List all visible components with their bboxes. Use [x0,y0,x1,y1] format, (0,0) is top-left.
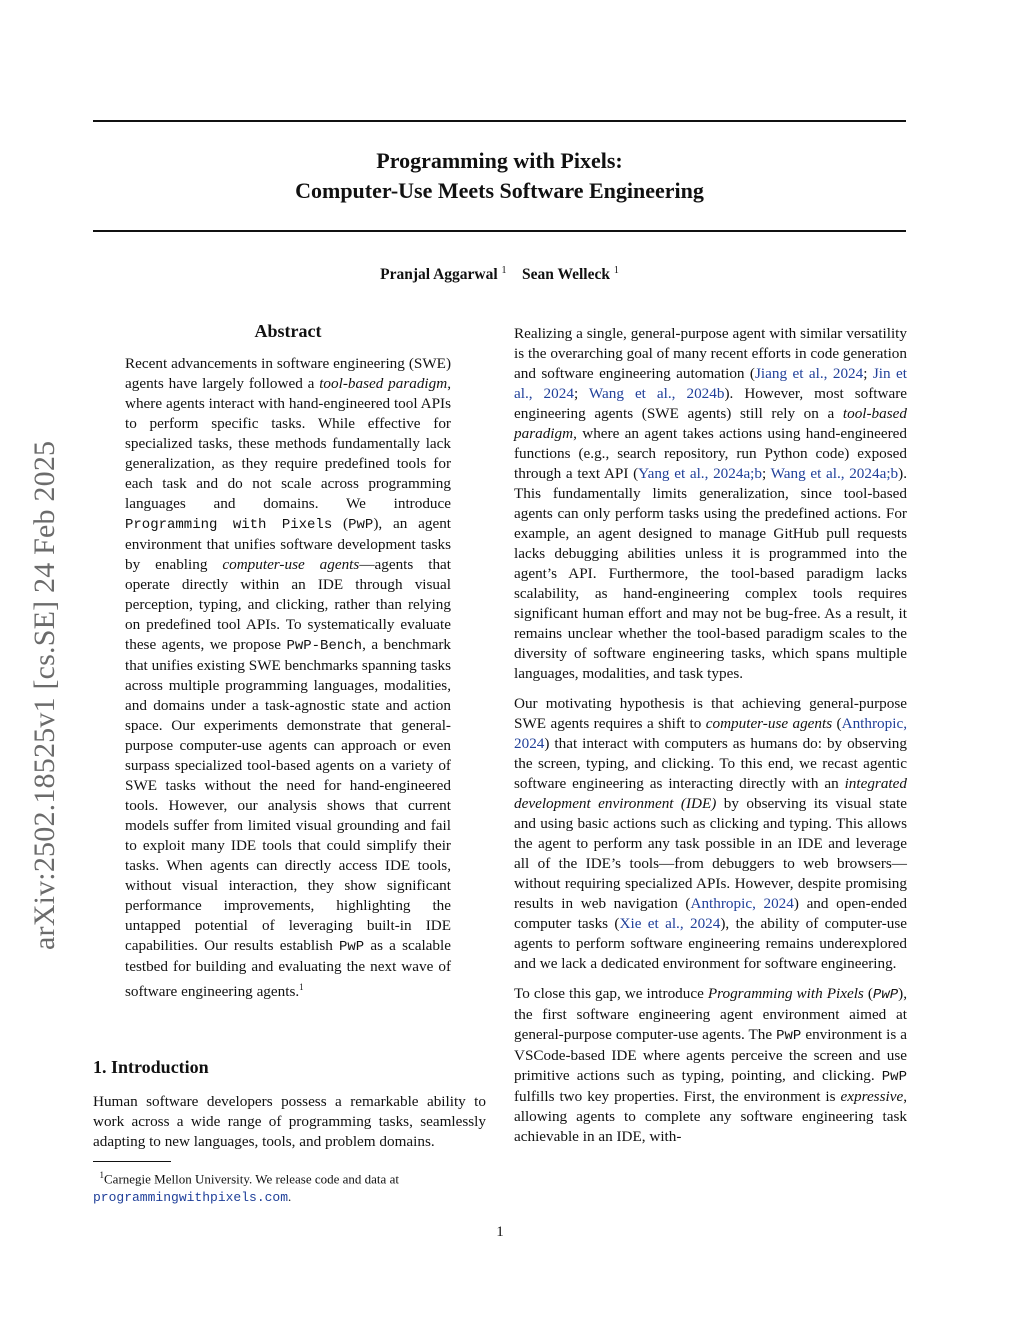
paragraph: Our motivating hypothesis is that achieving general-purpose SWE agents requires a shift to computer-use agents (Anthropic, 2024) that interact with computers as humans do: by observing the screen, typing, and clicking. To this end, we recast agentic software engineering as interacting directly with an integrated development environment (IDE) by observing its visual state and using basic actions such as clicking and typing. This allows the agent to perform any task possible in an IDE and leverage all of the IDE’s tools—from debuggers to web browsers—without requiring specialized APIs. However, despite promising results in web navigation (Anthropic, 2024) and open-ended computer tasks (Xie et al., 2024), the ability of computer-use agents to perform software engineering remains underexplored and we lack a dedicated environment for software engineering. [514,695,908,972]
intro-paragraph: Human software developers possess a remarkable ability to work across a wide range of programming tasks, seamlessly adapting to new languages, tools, and problem domains. [93,1093,486,1150]
author-list [93,265,906,284]
affiliation-mark: 1 [501,265,507,276]
footnote-rule [93,1161,171,1162]
title-rule-top [93,120,906,122]
citation-link[interactable]: Jin et al., 2024 [514,365,908,402]
abstract-heading: Abstract [254,321,322,341]
citation-link[interactable]: Wang et al., 2024a;b [770,465,899,482]
author-name: Sean Welleck [522,266,610,284]
project-url-link[interactable]: programmingwithpixels.com [93,1190,289,1206]
author-name: Pranjal Aggarwal [380,266,498,284]
affiliation-mark: 1 [613,265,619,276]
footnote-ref: 1 [299,982,304,992]
page-number: 1 [496,1224,504,1240]
citation-link[interactable]: Xie et al., 2024 [619,915,721,932]
citation-link[interactable]: Anthropic, 2024 [690,895,794,912]
paper-title [93,146,906,206]
abstract-body: Recent advancements in software engineering (SWE) agents have largely followed a tool-based paradigm, where agents interact with hand-engineered tool APIs to perform specific tasks. While effective for specialized tasks, these methods fundamentally lack generalization, as they require predefined tools for each task and do not scale across programming languages and domains. We introduce Programming with Pixels (PwP), an agent environment that unifies software development tasks by enabling computer-use agents—agents that operate directly within an IDE through visual perception, typing, and clicking, rather than relying on predefined tool APIs. To systematically evaluate these agents, we propose PwP-Bench, a benchmark that unifies existing SWE benchmarks spanning tasks across multiple programming languages, modalities, and domains under a task-agnostic state and action space. Our experiments demonstrate that general-purpose computer-use agents can approach or even surpass specialized tool-based agents on a variety of SWE tasks without the need for hand-engineered tools. However, our analysis shows that current models suffer from limited visual grounding and fail to exploit many IDE tools that could simplify their tasks. When agents can directly access IDE tools, without visual interaction, they show significant performance improvements, highlighting the untapped potential of leveraging built-in IDE capabilities. Our results establish PwP as a scalable testbed for building and evaluating the next wave of software engineering agents.$^1$ [125,355,452,1001]
title-line-1: Programming with Pixels: [376,148,623,173]
right-column [514,324,907,1157]
arxiv-identifier: arXiv:2502.18525v1 [cs.SE] 24 Feb 2025 [28,440,61,950]
footnote: $^1$Carnegie Mellon University. We release code and data at programmingwithpixels.com. [93,1170,399,1206]
citation-link[interactable]: Yang et al., 2024a;b [638,465,762,482]
title-line-2: Computer-Use Meets Software Engineering [295,178,704,203]
citation-link[interactable]: Wang et al., 2024b [588,385,725,402]
title-rule-bottom [93,230,906,232]
citation-link[interactable]: Jiang et al., 2024 [755,365,864,382]
paragraph: Realizing a single, general-purpose agent with similar versatility is the overarching goal of many recent efforts in code generation and software engineering automation (Jiang et al., 2024; Jin et al., 2024; Wang et al., 2024b). However, most software engineering agents (SWE agents) still rely on a tool-based paradigm, where an agent takes actions using hand-engineered functions (e.g., search repository, run Python code) exposed through a text API (Yang et al., 2024a;b; Wang et al., 2024a;b). This fundamentally limits generalization, since tool-based agents can only perform tasks using the predefined actions. For example, an agent designed to manage GitHub pull requests lacks debugging abilities unless it is programmed into the agent’s API. Furthermore, the tool-based paradigm lacks scalability, as hand-engineering complex tools requires significant human effort and may not be bug-free. As a result, it remains unclear whether the tool-based paradigm scales to the diversity of software engineering tasks, which spans multiple languages, modalities, and task types. [514,325,908,682]
section-heading-introduction: 1. Introduction [93,1057,209,1077]
citation-link[interactable]: Anthropic, 2024 [514,715,908,752]
paragraph: To close this gap, we introduce Programming with Pixels (PwP), the first software engineering agent environment aimed at general-purpose computer-use agents. The PwP environment is a VSCode-based IDE where agents perceive the screen and use primitive actions such as typing, pointing, and clicking. PwP fulfills two key properties. First, the environment is expressive, allowing agents to complete any software engineering task achievable in an IDE, with- [514,985,907,1145]
